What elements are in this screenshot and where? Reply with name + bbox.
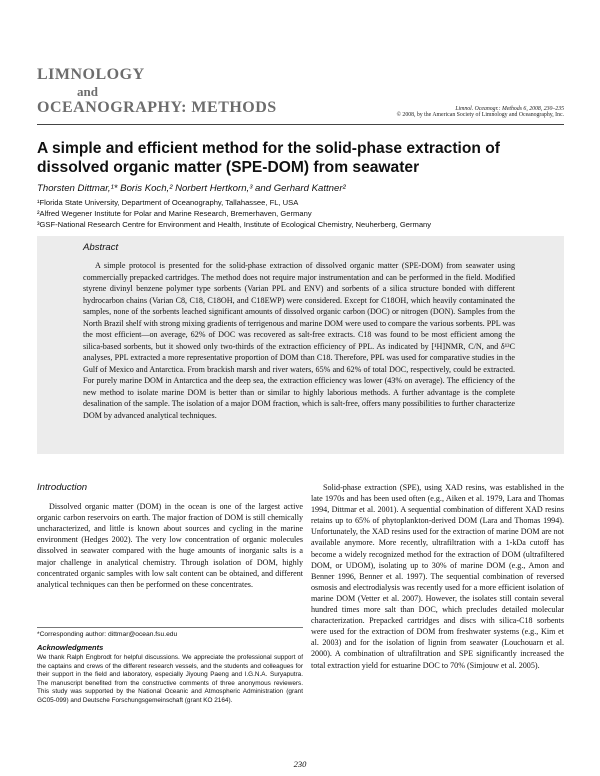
journal-name-line2: and [77, 84, 98, 99]
article-title: A simple and efficient method for the solid-phase extraction of dissolved organic matter (SPE-DOM) from seawater [37, 140, 500, 176]
abstract-heading: Abstract [83, 242, 119, 253]
journal-citation: Limnol. Oceanogr.: Methods 6, 2008, 230–235 [455, 106, 564, 112]
intro-paragraph-2: Solid-phase extraction (SPE), using XAD resins, was established in the late 1970s and has been used often (e.g., Aiken et al. 1979, Lara and Thomas 1994, Dittmar et al. 2001). A sequential combination of different XAD resins retains up to 65% of phytoplankton-derived DOM (Lara and Thomas 1994). Unfortunately, the XAD resins used for the extraction of marine DOM are not available anymore. More recently, ultrafiltration with a 1-kDa cutoff has become a widely recognized method for the extraction of DOM (ultrafiltered DOM, or UDOM), isolating up to 30% of marine DOM (e.g., Amon and Benner 1996, Benner et al. 1997). The sequential combination of reversed osmosis and electrodialysis was recently used for a more efficient isolation of marine DOM (Vetter et al. 2007). However, the isolates still contain several hundred times more salt than DOC, which precludes detailed molecular characterization. Prepacked cartridges and discs with silica-C18 sorbents were used for the extraction of DOM from freshwater systems (e.g., Kim et al. 2003) and for the isolation of lignin from seawater (Louchouarn et al. 2000). A combination of ultrafiltration and SPE significantly increased the total extraction yield for estuarine DOC to 70% (Simjouw et al. 2005). [311, 483, 564, 670]
intro-paragraph-1: Dissolved organic matter (DOM) in the ocean is one of the largest active organic carbon reservoirs on earth. The major fraction of DOM is still chemically uncharacterized, and little is known about sources and cycling in the marine environment (Hedges 2002). The very low concentration of organic molecules dissolved in seawater compared with the huge amounts of inorganic salts is a major challenge in analytical chemistry. Through isolation of DOM, highly concentrated organic samples with low salt content can be obtained, and different analytical techniques can then be performed on these concentrates. [37, 502, 303, 589]
footnote-rule [37, 627, 303, 628]
section-heading-introduction: Introduction [37, 482, 88, 493]
left-column [37, 482, 303, 590]
journal-copyright: © 2008, by the American Society of Limnology and Oceanography, Inc. [396, 112, 564, 118]
journal-name-line1: LIMNOLOGY [37, 66, 145, 83]
corresponding-author: *Corresponding author: dittmar@ocean.fsu.edu [37, 631, 178, 638]
acknowledgments-text: We thank Ralph Engbrodt for helpful discussions. We appreciate the professional support of the captains and crews of the different research vessels, and the students and colleagues for their support in the field and laboratory, especially Jiyoung Paeng and I.G.N.A. Suryaputra. The manuscript benefited from the constructive comments of three anonymous reviewers. This study was supported by the National Oceanic and Atmospheric Administration (grant GC05-099) and Deutsche Forschungsgemeinschaft (grant KO 2164). [37, 654, 303, 704]
affiliation-3: ³GSF-National Research Centre for Environment and Health, Institute of Ecological Chemistry, Neuherberg, Germany [37, 220, 432, 229]
abstract-text [83, 260, 515, 421]
affiliation-2: ²Alfred Wegener Institute for Polar and Marine Research, Bremerhaven, Germany [37, 209, 312, 218]
author-list: Thorsten Dittmar,¹* Boris Koch,² Norbert Hertkorn,³ and Gerhard Kattner² [37, 183, 346, 194]
page-number: 230 [293, 759, 307, 769]
header-rule [37, 124, 564, 125]
right-column [311, 482, 564, 671]
journal-name-line3: OCEANOGRAPHY: METHODS [37, 99, 277, 116]
abstract-paragraph: A simple protocol is presented for the solid-phase extraction of dissolved organic matter (SPE-DOM) from seawater using commercially prepacked cartridges. The method does not require major instrumentation and can be performed in the field. Modified styrene divinyl benzene polymer type sorbents (Varian PPL and ENV) and sorbents of a silica structure bonded with different hydrocarbon chains (Varian C8, C18, C18OH, and C18EWP) were considered. Except for C18OH, which heavily contaminated the samples, none of the sorbents leached significant amounts of dissolved organic carbon (DOC) or nitrogen (DON). Samples from the North Brazil shelf with strong mixing gradients of terrigenous and marine DOM were used to compare the various sorbents. PPL was the most efficient—on average, 62% of DOC was recovered as salt-free extracts. C18 was found to be most efficient among the silica-based sorbents, but it showed only two-thirds of the extraction efficiency of PPL. As indicated by [¹H]NMR, C/N, and δ¹³C analyses, PPL extracted a more representative proportion of DOM than C18. Therefore, PPL was used for comparative studies in the Gulf of Mexico and Antarctica. From brackish marsh and river waters, 65% and 62% of total DOC, respectively, could be extracted. For purely marine DOM in Antarctica and the deep sea, the extraction efficiency was lower (43% on average). The efficiency of the new method to isolate marine DOM is better than or similar to highly laborious methods. A further advantage is the complete desalination of the sample. The isolation of a major DOM fraction, which is salt-free, offers many possibilities to further characterize DOM by advanced analytical techniques. [83, 261, 515, 420]
affiliation-1: ¹Florida State University, Department of Oceanography, Tallahassee, FL, USA [37, 198, 299, 207]
acknowledgments-heading: Acknowledgments [37, 643, 104, 652]
